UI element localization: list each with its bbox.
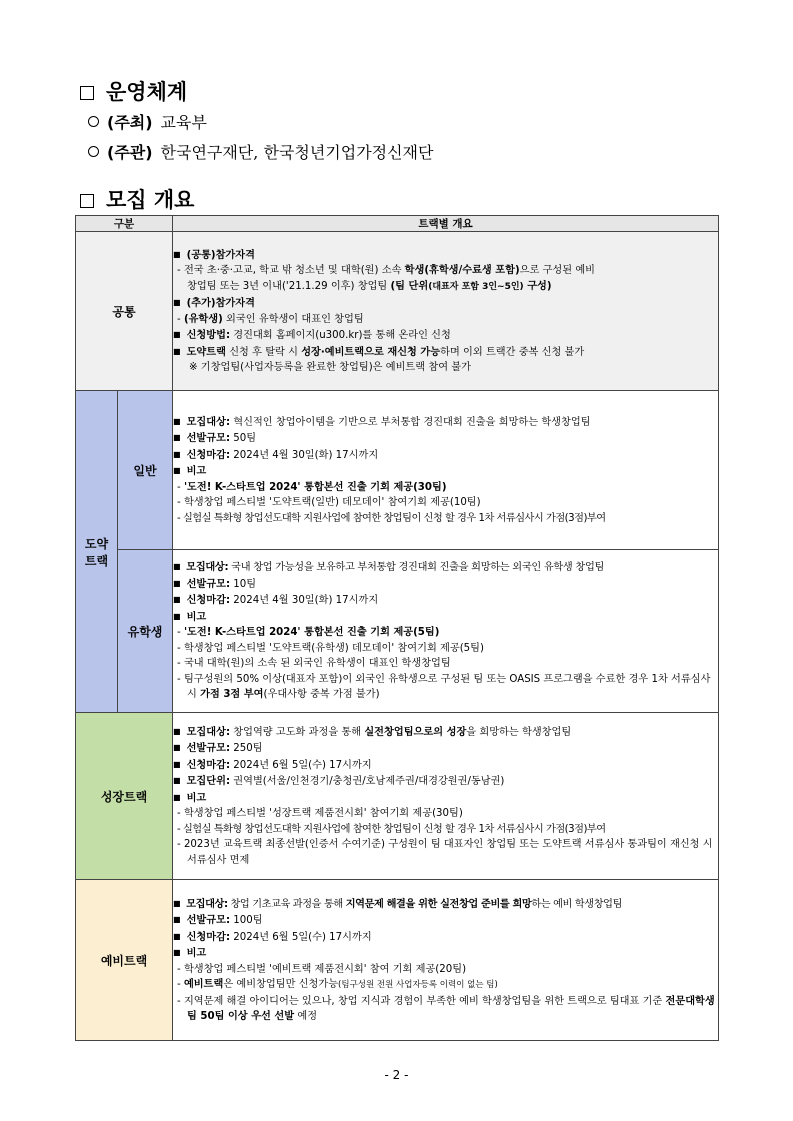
list-item: ■ 모집단위: 권역별(서울/인천경기/충청권/호남제주권/대경강원권/동남권)	[173, 773, 718, 790]
content-doyak-intl	[173, 550, 719, 713]
checkbox-square-icon	[80, 86, 94, 100]
circle-bullet-icon	[88, 116, 99, 127]
table-row-prelim	[76, 880, 719, 1041]
list-item: - 전국 초·중·고교, 학교 밖 청소년 및 대학(원) 소속 학생(휴학생/수료생 포함)으로 구성된 예비	[177, 265, 596, 276]
category-common: 공통	[76, 232, 173, 391]
content-doyak-general	[173, 391, 719, 550]
category-prelim: 예비트랙	[76, 880, 173, 1041]
category-doyak: 도약 트랙	[76, 391, 118, 713]
list-item: - 학생창업 페스티벌 '도약트랙(유학생) 데모데이' 참여기회 제공(5팀)	[173, 641, 718, 657]
content-growth	[173, 713, 719, 880]
list-item: ■ 모집대상: 혁신적인 창업아이템을 기반으로 부처통합 경진대회 진출을 희망하는 학생창업팀	[173, 414, 718, 431]
checkbox-square-icon	[80, 194, 94, 208]
list-item: ■ 신청마감: 2024년 4월 30일(화) 17시까지	[173, 447, 718, 464]
list-item: ■ 비고	[173, 790, 718, 807]
list-item: - 팀구성원의 50% 이상(대표자 포함)이 외국인 유학생으로 구성된 팀 또는 OASIS 프로그램을 수료한 경우 1차 서류심사 시 가점 3점 부여(우대사항 중복 가점 불가)	[173, 672, 718, 703]
list-item: - 국내 대학(원)의 소속 된 외국인 유학생이 대표인 학생창업팀	[173, 656, 718, 672]
list-item: - 학생창업 페스티벌 '예비트랙 제품전시회' 참여 기회 제공(20팀)	[173, 962, 718, 978]
organizer-line: (주관) 한국연구재단, 한국청년기업가정신재단	[88, 140, 433, 163]
content-common	[173, 232, 719, 391]
list-item: - 실험실 특화형 창업선도대학 지원사업에 참여한 창업팀이 신청 할 경우 1차 서류심사시 가점(3점)부여	[173, 822, 718, 838]
header-category: 구분	[76, 216, 173, 232]
section-heading-recruitment: 모집 개요	[80, 184, 194, 214]
table-row-common	[76, 232, 719, 391]
list-item: ■ 모집대상: 창업역량 고도화 과정을 통해 실전창업팀으로의 성장을 희망하는 학생창업팀	[173, 724, 718, 741]
list-item: ■ 비고	[173, 945, 718, 962]
section-heading-operation: 운영체계	[80, 76, 187, 106]
recruitment-table	[75, 215, 719, 1041]
list-item: ※ 기창업팀(사업자등록을 완료한 창업팀)은 예비트랙 참여 불가	[189, 362, 471, 373]
list-item: ■ 모집대상: 창업 기초교육 과정을 통해 지역문제 해결을 위한 실전창업 준비를 희망하는 예비 학생창업팀	[173, 896, 718, 913]
list-item: ■ 신청마감: 2024년 4월 30일(화) 17시까지	[173, 592, 718, 609]
list-item: ■ 선발규모: 10팀	[173, 576, 718, 593]
category-growth: 성장트랙	[76, 713, 173, 880]
list-item: - 학생창업 페스티벌 '성장트랙 제품전시회' 참여기회 제공(30팀)	[173, 806, 718, 822]
list-item: ■ 선발규모: 250팀	[173, 740, 718, 757]
list-item: ■ 신청마감: 2024년 6월 5일(수) 17시까지	[173, 929, 718, 946]
list-item: ■ 선발규모: 100팀	[173, 912, 718, 929]
list-item: - '도전! K-스타트업 2024' 통합본선 진출 기회 제공(30팀)	[173, 480, 718, 496]
list-item: ■ 신청마감: 2024년 6월 5일(수) 17시까지	[173, 757, 718, 774]
list-item: ■ 선발규모: 50팀	[173, 430, 718, 447]
list-item: 창업팀 또는 3년 이내('21.1.29 이후) 창업팀 (팀 단위(대표자 포함 3인~5인) 구성)	[187, 280, 552, 292]
table-row-growth	[76, 713, 719, 880]
content-prelim	[173, 880, 719, 1041]
list-item: ■ 도약트랙 신청 후 탈락 시 성장·예비트랙으로 재신청 가능하며 이외 트랙간 중복 신청 불가	[173, 344, 718, 361]
list-item: - 예비트랙은 예비창업팀만 신청가능(팀구성원 전원 사업자등록 이력이 없는 팀)	[173, 977, 718, 994]
table-row-doyak-intl	[76, 550, 719, 713]
header-overview: 트랙별 개요	[173, 216, 719, 232]
circle-bullet-icon	[88, 146, 99, 157]
subcategory-general: 일반	[118, 391, 173, 550]
list-item: - 학생창업 페스티벌 '도약트랙(일반) 데모데이' 참여기회 제공(10팀)	[173, 495, 718, 511]
host-line: (주최) 교육부	[88, 110, 207, 133]
list-item: ■ 신청방법: 경진대회 홈페이지(u300.kr)를 통해 온라인 신청	[173, 327, 718, 344]
list-item: - 2023년 교육트랙 최종선발(인증서 수여기준) 구성원이 팀 대표자인 창업팀 또는 도약트랙 서류심사 통과팀이 재신청 시 서류심사 면제	[173, 837, 718, 868]
list-item: - 지역문제 해결 아이디어는 있으나, 창업 지식과 경험이 부족한 예비 학생창업팀을 위한 트랙으로 팀대표 기준 전문대학생팀 50팀 이상 우선 선발 예정	[173, 994, 718, 1025]
list-item: - (유학생) 외국인 유학생이 대표인 창업팀	[177, 313, 364, 325]
list-item: ■ 모집대상: 국내 창업 가능성을 보유하고 부처통합 경진대회 진출을 희망하는 외국인 유학생 창업팀	[173, 559, 718, 576]
page-number: - 2 -	[384, 1068, 409, 1082]
list-item: ■ (공통)참가자격	[173, 247, 718, 264]
list-item: - 실험실 특화형 창업선도대학 지원사업에 참여한 창업팀이 신청 할 경우 1차 서류심사시 가점(3점)부여	[173, 511, 718, 527]
list-item: ■ (추가)참가자격	[173, 295, 718, 312]
list-item: - '도전! K-스타트업 2024' 통합본선 진출 기회 제공(5팀)	[173, 625, 718, 641]
table-row-doyak-general	[76, 391, 719, 550]
list-item: ■ 비고	[173, 463, 718, 480]
list-item: ■ 비고	[173, 609, 718, 626]
subcategory-intl: 유학생	[118, 550, 173, 713]
table-header-row	[76, 216, 719, 232]
